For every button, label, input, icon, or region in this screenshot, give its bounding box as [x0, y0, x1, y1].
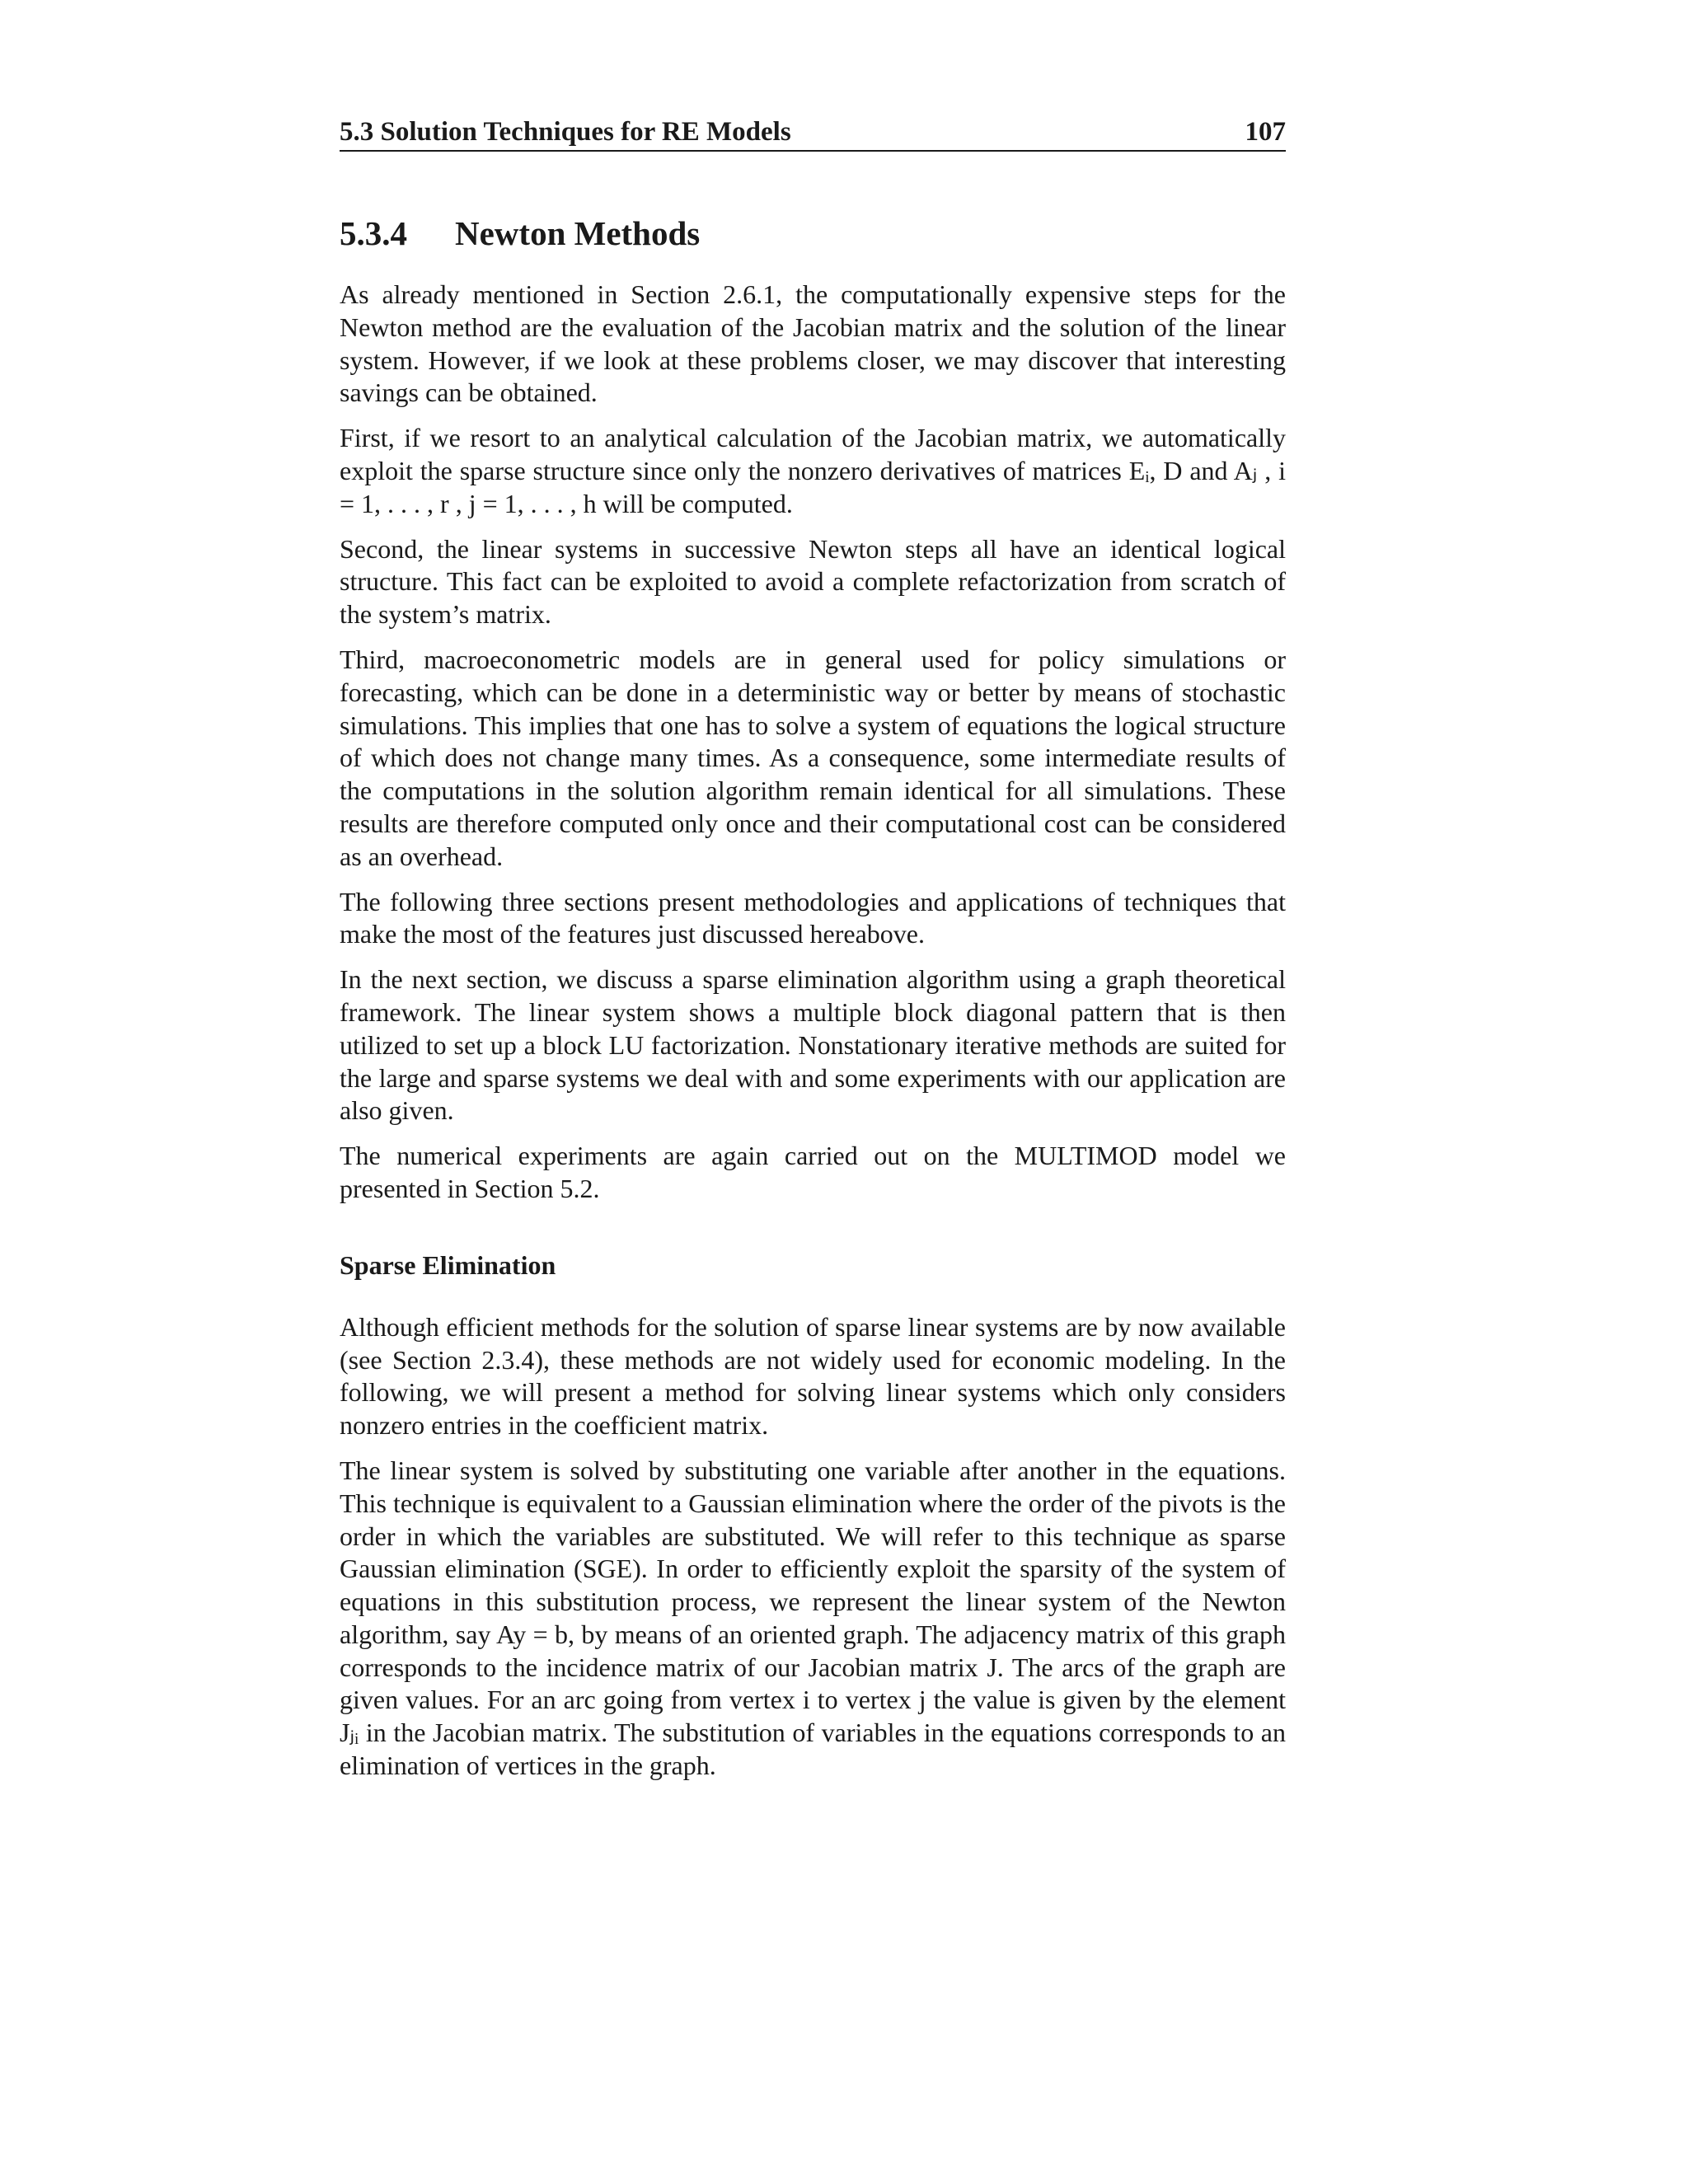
paragraph: The numerical experiments are again carried out on the MULTIMOD model we presented in Section 5.2.	[340, 1141, 1286, 1203]
paragraph: Although efficient methods for the solution of sparse linear systems are by now available (see Section 2.3.4), these methods are not widely used for economic modeling. In the following, we will present a method for solving linear systems which only considers nonzero entries in the coefficient matrix.	[340, 1311, 1286, 1441]
paragraph: The following three sections present methodologies and applications of techniques that make the most of the features just discussed hereabove.	[340, 886, 1286, 949]
paragraph: As already mentioned in Section 2.6.1, the computationally expensive steps for the Newton method are the evaluation of the Jacobian matrix and the solution of the linear system. However, if we look at these problems closer, we may discover that interesting savings can be obtained.	[340, 279, 1286, 408]
subsection-heading: Sparse Elimination	[340, 1249, 556, 1280]
section-number: 5.3.4	[340, 214, 407, 252]
paragraph: First, if we resort to an analytical calculation of the Jacobian matrix, we automatically exploit the sparse structure since only the nonzero derivatives of matrices Eᵢ, D and Aⱼ , i = 1, . . . , r , j = 1, . . . , h will be computed.	[340, 423, 1286, 518]
paragraph: Second, the linear systems in successive Newton steps all have an identical logical structure. This fact can be exploited to avoid a complete refactorization from scratch of the system’s matrix.	[340, 533, 1286, 630]
section-body	[340, 279, 1286, 1783]
book-page	[340, 115, 1286, 1795]
section-heading	[340, 213, 1286, 254]
paragraph: In the next section, we discuss a sparse elimination algorithm using a graph theoretical framework. The linear system shows a multiple block diagonal pattern that is then utilized to set up a block LU factorization. Nonstationary iterative methods are suited for the large and sparse systems we deal with and some experiments with our application are also given.	[340, 964, 1286, 1126]
paragraph: The linear system is solved by substituting one variable after another in the equations. This technique is equivalent to a Gaussian elimination where the order of the pivots is the order in which the variables are substituted. We will refer to this technique as sparse Gaussian elimination (SGE). In order to efficiently exploit the sparsity of the system of equations in this substitution process, we represent the linear system of the Newton algorithm, say Ay = b, by means of an oriented graph. The adjacency matrix of this graph corresponds to the incidence matrix of our Jacobian matrix J. The arcs of the graph are given values. For an arc going from vertex i to vertex j the value is given by the element Jⱼᵢ in the Jacobian matrix. The substitution of variables in the equations corresponds to an elimination of vertices in the graph.	[340, 1455, 1286, 1781]
page-number: 107	[1245, 117, 1286, 147]
paragraph: Third, macroeconometric models are in general used for policy simulations or forecasting, which can be done in a deterministic way or better by means of stochastic simulations. This implies that one has to solve a system of equations the logical structure of which does not change many times. As a consequence, some intermediate results of the computations in the solution algorithm remain identical for all simulations. These results are therefore computed only once and their computational cost can be considered as an overhead.	[340, 644, 1286, 871]
section-title: Newton Methods	[455, 214, 701, 252]
running-head-section: 5.3 Solution Techniques for RE Models	[340, 117, 791, 147]
running-head	[340, 115, 1286, 152]
